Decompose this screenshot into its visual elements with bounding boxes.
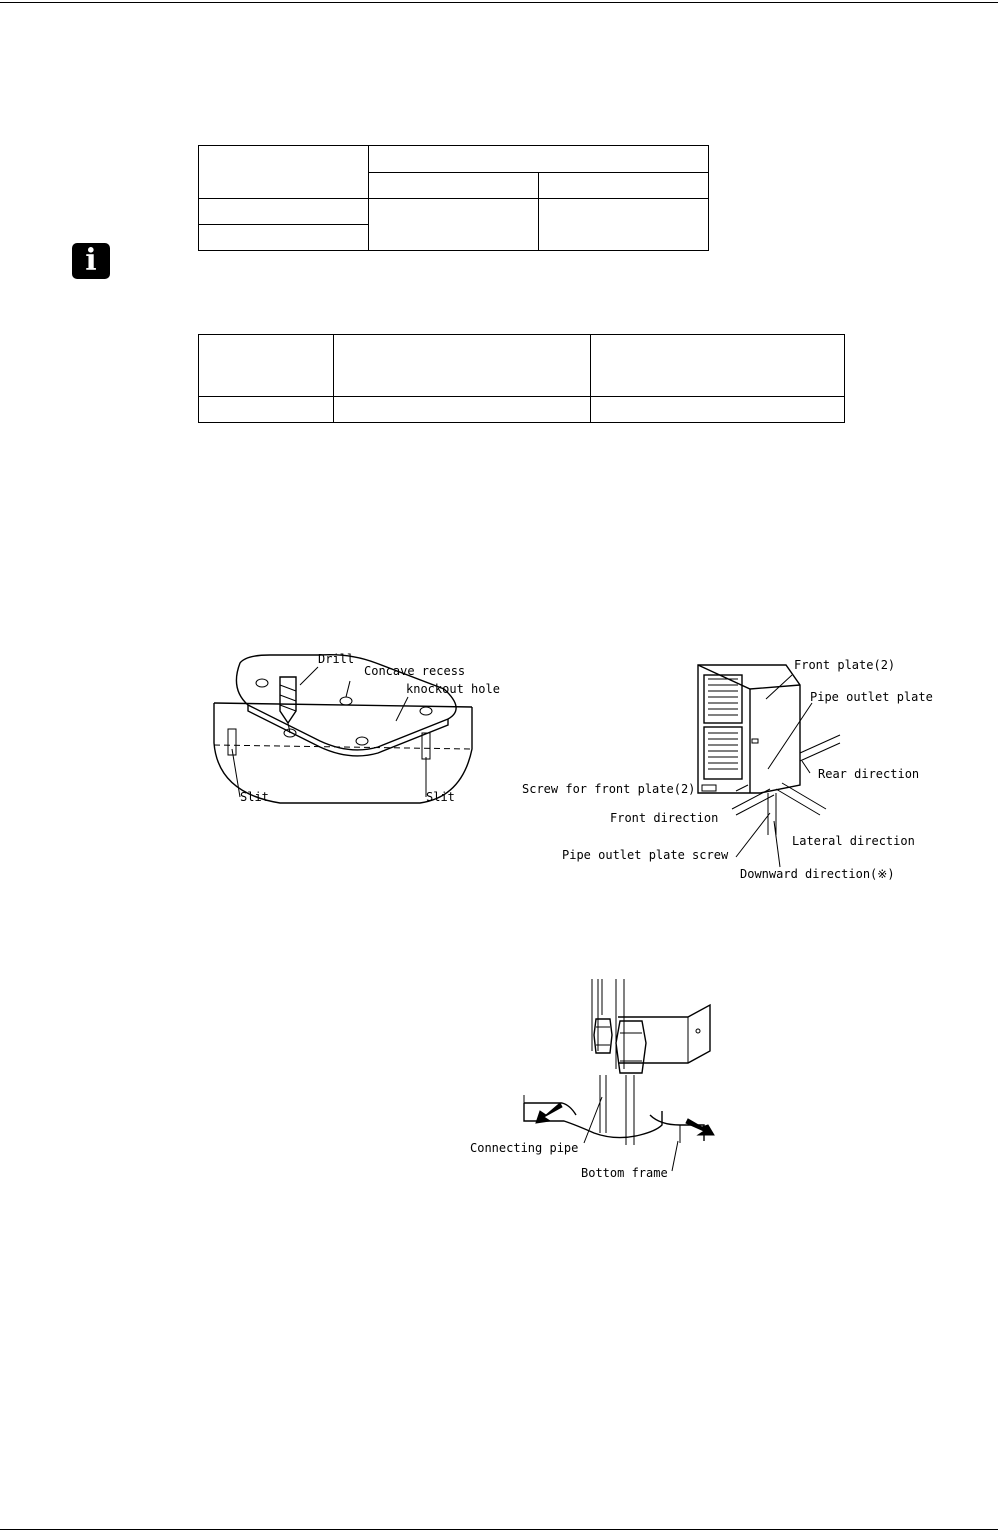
- table-2-cell: [591, 397, 845, 423]
- label-knockout-hole: knockout hole: [406, 682, 500, 696]
- label-downward-direction: Downward direction(※): [740, 867, 895, 881]
- label-pipe-outlet-plate-screw: Pipe outlet plate screw: [562, 848, 729, 862]
- label-bottom-frame: Bottom frame: [581, 1166, 668, 1180]
- drill-knockout-diagram: [200, 645, 500, 815]
- label-drill: Drill: [318, 652, 355, 666]
- label-screw-front-plate: Screw for front plate(2): [522, 782, 696, 796]
- label-slit-left: Slit: [240, 790, 269, 804]
- label-connecting-pipe: Connecting pipe: [470, 1141, 579, 1155]
- label-front-plate: Front plate(2): [794, 658, 896, 672]
- outdoor-unit-pipe-direction-diagram: [520, 645, 933, 885]
- table-2-cell: [334, 335, 591, 397]
- table-2-cell: [334, 397, 591, 423]
- label-pipe-outlet-plate: Pipe outlet plate: [810, 690, 933, 704]
- top-border-rule: [0, 2, 998, 3]
- table-2-cell: [591, 335, 845, 397]
- label-slit-right: Slit: [426, 790, 455, 804]
- table-1-cell: [199, 199, 369, 225]
- table-1-cell: [369, 146, 709, 173]
- table-1-cell: [369, 199, 539, 251]
- label-concave-recess: Concave recess: [364, 664, 466, 678]
- label-front-direction: Front direction: [610, 811, 719, 825]
- table-1-cell: [369, 173, 539, 199]
- table-1-cell: [539, 199, 709, 251]
- label-lateral-direction: Lateral direction: [792, 834, 915, 848]
- info-icon: [72, 243, 110, 279]
- connecting-pipe-diagram: [466, 975, 736, 1190]
- info-icon-glyph: i: [85, 243, 97, 278]
- table-1-cell: [539, 173, 709, 199]
- table-1: [198, 145, 709, 251]
- table-1-cell: [199, 225, 369, 251]
- table-1-cell: [199, 146, 369, 199]
- label-rear-direction: Rear direction: [818, 767, 920, 781]
- table-2: [198, 334, 845, 423]
- table-2-cell: [199, 335, 334, 397]
- table-2-cell: [199, 397, 334, 423]
- bottom-border-rule: [0, 1529, 998, 1530]
